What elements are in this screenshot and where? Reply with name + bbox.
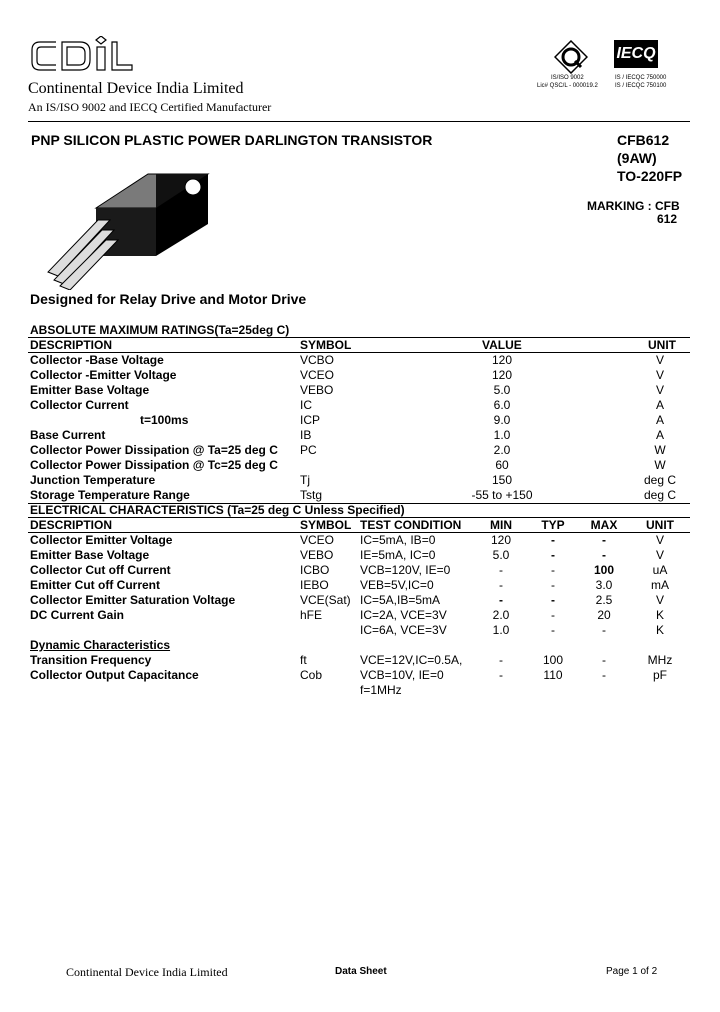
row-description: Base Current: [30, 428, 106, 442]
row-min: -: [499, 563, 503, 577]
row-min: 5.0: [492, 548, 510, 562]
elec-heading-row: [0, 503, 720, 518]
row-unit: deg C: [643, 488, 677, 502]
row-max: 20: [597, 608, 611, 622]
table-row: [0, 653, 720, 668]
row-value: 60: [495, 458, 509, 472]
row-unit: mA: [651, 578, 669, 592]
package-type: TO-220FP: [617, 168, 683, 184]
iso-cert-line2: Lic# QSC/L - 000019.2: [537, 83, 598, 89]
row-min: 120: [490, 533, 512, 547]
row-typ: -: [551, 578, 555, 592]
iso-certification-logo: [554, 40, 588, 74]
row-condition: IC=5mA, IB=0: [360, 533, 436, 547]
row-unit: deg C: [643, 473, 677, 487]
row-description: Collector Cut off Current: [30, 563, 171, 577]
row-unit: pF: [652, 668, 667, 682]
table-row: [0, 548, 720, 563]
row-value: 9.0: [493, 413, 511, 427]
row-description: Collector Output Capacitance: [30, 668, 199, 682]
row-unit: W: [654, 458, 666, 472]
row-description: Emitter Base Voltage: [30, 548, 150, 562]
col-max: MAX: [590, 518, 618, 532]
row-value: 2.0: [493, 443, 511, 457]
row-typ: -: [551, 533, 555, 547]
row-symbol: VCE(Sat): [300, 593, 351, 607]
table-row: [0, 458, 720, 473]
part-code: (9AW): [617, 150, 657, 166]
row-unit: K: [655, 608, 664, 622]
footer-center: Data Sheet: [335, 966, 387, 977]
col-value: VALUE: [482, 338, 522, 352]
company-tagline: An IS/ISO 9002 and IECQ Certified Manufacturer: [28, 100, 272, 114]
col-min: MIN: [490, 518, 512, 532]
row-description: Junction Temperature: [30, 473, 156, 487]
row-unit: V: [655, 353, 664, 367]
row-symbol: ICP: [300, 413, 321, 427]
table-row: [0, 683, 720, 698]
table-row: [0, 398, 720, 413]
row-description: Collector -Emitter Voltage: [30, 368, 177, 382]
row-value: -55 to +150: [471, 488, 533, 502]
row-symbol: IC: [300, 398, 312, 412]
table-row: [0, 413, 720, 428]
iecq-logo-text: IECQ: [616, 45, 656, 62]
table-row: [0, 443, 720, 458]
row-symbol: VCEO: [300, 533, 335, 547]
row-unit: V: [655, 533, 664, 547]
row-typ: -: [551, 623, 555, 637]
row-symbol: IB: [300, 428, 312, 442]
abs-ratings-header-row: [0, 338, 720, 353]
to220fp-package-drawing: [36, 160, 236, 290]
row-value: 150: [491, 473, 513, 487]
part-number: CFB612: [617, 132, 670, 148]
row-unit: V: [655, 383, 664, 397]
row-value: 6.0: [493, 398, 511, 412]
col-typ: TYP: [541, 518, 565, 532]
row-symbol: VEBO: [300, 548, 334, 562]
row-condition: VCB=10V, IE=0: [360, 668, 444, 682]
table-row: [0, 383, 720, 398]
table-row: [0, 563, 720, 578]
row-symbol: ft: [300, 653, 307, 667]
col-unit: UNIT: [646, 518, 674, 532]
row-min: -: [499, 578, 503, 592]
col-description: DESCRIPTION: [30, 338, 113, 352]
row-unit: W: [654, 443, 666, 457]
row-description: Emitter Base Voltage: [30, 383, 150, 397]
row-description: Collector Power Dissipation @ Tc=25 deg C: [30, 458, 278, 472]
row-symbol: hFE: [300, 608, 323, 622]
table-row: [0, 368, 720, 383]
iecq-cert-line2: IS / IECQC 750100: [615, 83, 667, 89]
table-row: [0, 428, 720, 443]
row-symbol: Tj: [300, 473, 310, 487]
row-typ: -: [551, 593, 555, 607]
row-symbol: ICBO: [300, 563, 330, 577]
row-description: Collector Emitter Saturation Voltage: [30, 593, 236, 607]
row-description: Collector Emitter Voltage: [30, 533, 173, 547]
row-value: 1.0: [493, 428, 511, 442]
row-unit: MHz: [647, 653, 673, 667]
marking-value: 612: [657, 212, 678, 226]
row-typ: 110: [543, 668, 563, 682]
table-row: [0, 353, 720, 368]
row-max: -: [602, 548, 606, 562]
abs-ratings-heading: ABSOLUTE MAXIMUM RATINGS(Ta=25deg C): [30, 323, 290, 337]
iecq-logo: [614, 40, 658, 68]
table-row: [0, 668, 720, 683]
table-row: [0, 578, 720, 593]
row-description: Collector Power Dissipation @ Ta=25 deg C: [30, 443, 278, 457]
elec-header-row: [0, 518, 720, 533]
row-unit: V: [655, 368, 664, 382]
row-description: Emitter Cut off Current: [30, 578, 160, 592]
row-typ: -: [551, 608, 555, 622]
row-unit: V: [655, 593, 664, 607]
row-min: -: [499, 653, 503, 667]
row-description: Transition Frequency: [30, 653, 152, 667]
col-unit: UNIT: [648, 338, 676, 352]
product-title: PNP SILICON PLASTIC POWER DARLINGTON TRANSISTOR: [31, 132, 433, 148]
row-condition: VCE=12V,IC=0.5A,: [360, 653, 463, 667]
row-description: Collector Current: [30, 398, 129, 412]
row-condition: IE=5mA, IC=0: [360, 548, 436, 562]
row-symbol: IEBO: [300, 578, 329, 592]
iso-cert-line1: IS/ISO 9002: [551, 75, 584, 81]
row-description: Collector -Base Voltage: [30, 353, 164, 367]
row-unit: uA: [652, 563, 668, 577]
table-row: [0, 623, 720, 638]
row-symbol: Cob: [300, 668, 323, 682]
elec-heading: ELECTRICAL CHARACTERISTICS (Ta=25 deg C Unless Specified): [30, 503, 405, 517]
row-unit: K: [655, 623, 664, 637]
row-condition: f=1MHz: [360, 683, 402, 697]
dynamic-characteristics-heading: Dynamic Characteristics: [30, 638, 171, 652]
row-min: -: [499, 593, 503, 607]
col-test-condition: TEST CONDITION: [360, 518, 462, 532]
row-min: 1.0: [492, 623, 510, 637]
row-unit: A: [655, 398, 664, 412]
row-max: 100: [593, 563, 615, 577]
row-max: 3.0: [595, 578, 613, 592]
footer-company: Continental Device India Limited: [66, 965, 228, 979]
abs-ratings-heading-row: [0, 323, 720, 338]
row-typ: -: [551, 548, 555, 562]
footer-page-number: Page 1 of 2: [606, 966, 658, 977]
row-condition: IC=2A, VCE=3V: [360, 608, 447, 622]
row-symbol: VCEO: [300, 368, 335, 382]
table-row: [0, 473, 720, 488]
row-max: -: [602, 623, 606, 637]
row-unit: A: [655, 413, 664, 427]
row-condition: IC=6A, VCE=3V: [360, 623, 447, 637]
row-symbol: Tstg: [300, 488, 323, 502]
col-symbol: SYMBOL: [300, 338, 352, 352]
table-row: [0, 488, 720, 503]
marking-label: MARKING : CFB: [587, 199, 680, 213]
row-symbol: VCBO: [300, 353, 335, 367]
table-row: [0, 593, 720, 608]
row-max: -: [602, 653, 606, 667]
row-description: t=100ms: [140, 413, 189, 427]
row-symbol: VEBO: [300, 383, 334, 397]
row-value: 120: [491, 353, 513, 367]
row-condition: VEB=5V,IC=0: [360, 578, 434, 592]
row-typ: -: [551, 563, 555, 577]
col-description: DESCRIPTION: [30, 518, 113, 532]
row-unit: A: [655, 428, 664, 442]
row-unit: V: [655, 548, 664, 562]
row-max: 2.5: [595, 593, 613, 607]
table-row: [0, 533, 720, 548]
row-min: 2.0: [492, 608, 510, 622]
row-max: -: [602, 668, 606, 682]
row-max: -: [602, 533, 606, 547]
company-logo: [28, 36, 138, 76]
row-symbol: PC: [300, 443, 317, 457]
row-value: 5.0: [493, 383, 511, 397]
header-divider: [28, 121, 690, 122]
row-typ: 100: [542, 653, 564, 667]
row-description: DC Current Gain: [30, 608, 125, 622]
row-description: Storage Temperature Range: [30, 488, 190, 502]
iecq-cert-line1: IS / IECQC 750000: [615, 75, 667, 81]
row-value: 120: [491, 368, 513, 382]
row-min: -: [499, 668, 503, 682]
company-name: Continental Device India Limited: [28, 80, 244, 97]
table-row: [0, 608, 720, 623]
application-description: Designed for Relay Drive and Motor Drive: [30, 291, 307, 307]
col-symbol: SYMBOL: [300, 518, 352, 532]
row-condition: IC=5A,IB=5mA: [360, 593, 441, 607]
dynamic-heading-row: [0, 638, 720, 653]
row-condition: VCB=120V, IE=0: [360, 563, 451, 577]
